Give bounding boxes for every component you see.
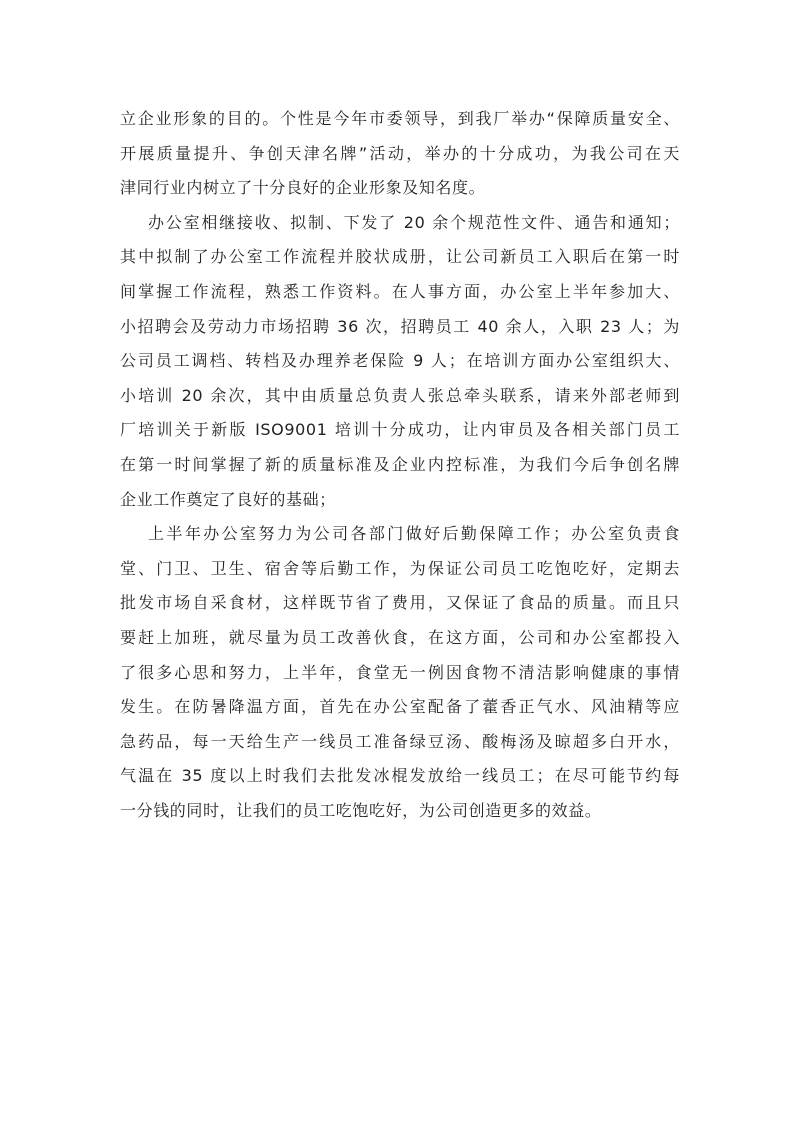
text-line: 急药品，每一天给生产一线员工准备绿豆汤、酸梅汤及晾超多白开水， (120, 731, 680, 751)
document-body (120, 102, 680, 828)
text-line: 立企业形象的目的。个性是今年市委领导，到我厂举办“保障质量安全、 (120, 109, 680, 128)
paragraph-3 (120, 517, 680, 828)
text-line: 间掌握工作流程，熟悉工作资料。在人事方面，办公室上半年参加大、 (120, 281, 680, 301)
text-line: 津同行业内树立了十分良好的企业形象及知名度。 (120, 178, 486, 198)
paragraph-2 (120, 206, 680, 517)
text-line: 在第一时间掌握了新的质量标准及企业内控标准，为我们今后争创名牌 (120, 454, 680, 474)
text-line: 要赶上加班，就尽量为员工改善伙食，在这方面，公司和办公室都投入 (120, 627, 680, 647)
text-line: 小招聘会及劳动力市场招聘 36 次，招聘员工 40 余人，入职 23 人；为 (120, 316, 680, 336)
text-line: 堂、门卫、卫生、宿舍等后勤工作，为保证公司员工吃饱吃好，定期去 (120, 558, 680, 578)
paragraph-1 (120, 102, 680, 206)
text-line: 一分钱的同时，让我们的员工吃饱吃好，为公司创造更多的效益。 (120, 800, 602, 820)
text-line: 公司员工调档、转档及办理养老保险 9 人；在培训方面办公室组织大、 (120, 351, 680, 371)
text-line: 办公室相继接收、拟制、下发了 20 余个规范性文件、通告和通知； (148, 212, 680, 232)
text-line: 气温在 35 度以上时我们去批发冰棍发放给一线员工；在尽可能节约每 (120, 766, 680, 786)
text-line: 了很多心思和努力，上半年，食堂无一例因食物不清洁影响健康的事情 (120, 662, 680, 682)
text-line: 开展质量提升、争创天津名牌”活动，举办的十分成功，为我公司在天 (120, 143, 680, 163)
text-line: 企业工作奠定了良好的基础； (120, 489, 336, 509)
text-line: 其中拟制了办公室工作流程并胶状成册，让公司新员工入职后在第一时 (120, 247, 680, 267)
text-line: 小培训 20 余次，其中由质量总负责人张总牵头联系，请来外部老师到 (120, 385, 680, 405)
text-line: 厂培训关于新版 ISO9001 培训十分成功，让内审员及各相关部门员工 (120, 420, 680, 440)
text-line: 批发市场自采食材，这样既节省了费用，又保证了食品的质量。而且只 (120, 593, 680, 613)
text-line: 上半年办公室努力为公司各部门做好后勤保障工作；办公室负责食 (148, 524, 680, 544)
text-line: 发生。在防暑降温方面，首先在办公室配备了藿香正气水、风油精等应 (120, 697, 680, 717)
